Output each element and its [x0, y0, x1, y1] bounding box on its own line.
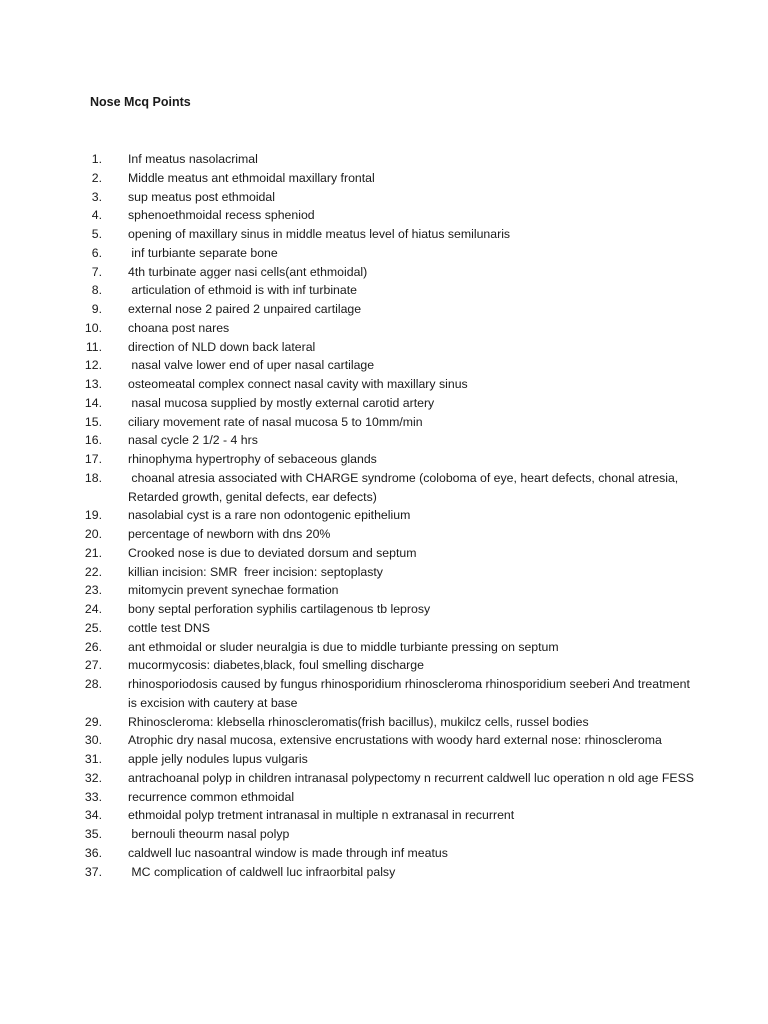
list-item [0, 375, 700, 394]
list-item-number: 6. [91, 245, 102, 260]
list-item-text: MC complication of caldwell luc infraorbital palsy [128, 864, 396, 879]
list-item-number: 27. [84, 658, 102, 673]
list-item [0, 356, 700, 375]
list-item-number: 26. [84, 639, 102, 654]
list-item-number: 25. [84, 620, 102, 635]
list-item-text: nasal valve lower end of uper nasal cartilage [128, 358, 375, 373]
list-item [0, 150, 700, 169]
list-item-text: direction of NLD down back lateral [128, 339, 316, 354]
list-item-text: cottle test DNS [128, 620, 211, 635]
list-item-text: ant ethmoidal or sluder neuralgia is due to middle turbiante pressing on septum [128, 639, 559, 654]
list-item [0, 619, 700, 638]
list-item [0, 544, 700, 563]
list-item-text: inf turbiante separate bone [128, 245, 278, 260]
list-item-text: apple jelly nodules lupus vulgaris [128, 752, 308, 766]
list-item [0, 656, 700, 675]
list-item [0, 431, 700, 450]
list-item [0, 263, 700, 282]
list-item-text: Middle meatus ant ethmoidal maxillary frontal [128, 170, 375, 185]
list-item-text: mucormycosis: diabetes,black, foul smelling discharge [128, 658, 424, 673]
list-item [0, 563, 700, 582]
list-item-text: choana post nares [128, 320, 230, 335]
list-item [0, 469, 700, 507]
list-item-number: 21. [84, 545, 102, 560]
list-item [0, 713, 700, 732]
list-item [0, 338, 700, 357]
list-item-text: articulation of ethmoid is with inf turbinate [128, 283, 357, 298]
list-item-text: sphenoethmoidal recess spheniod [128, 208, 315, 223]
list-item-number: 23. [84, 583, 102, 598]
list-item-text: opening of maxillary sinus in middle meatus level of hiatus semilunaris [128, 227, 511, 241]
list-item-number: 11. [85, 339, 102, 354]
list-item [0, 225, 700, 244]
list-item-number: 20. [84, 527, 102, 541]
list-item [0, 825, 700, 844]
list-item-number: 29. [84, 714, 102, 729]
list-item-number: 14. [84, 395, 102, 410]
list-item-text: killian incision: SMR freer incision: septoplasty [128, 564, 383, 579]
list-item [0, 169, 700, 188]
list-item-number: 32. [84, 770, 102, 785]
list-item-text: recurrence common ethmoidal [128, 789, 295, 804]
list-item-number: 30. [84, 733, 102, 748]
list-item-text: external nose 2 paired 2 unpaired cartilage [128, 302, 362, 316]
list-item-number: 2. [91, 170, 102, 185]
list-item [0, 525, 700, 544]
list-item-text: Atrophic dry nasal mucosa, extensive encrustations with woody hard external nose: rhinoscleroma [128, 733, 662, 748]
list-item [0, 244, 700, 263]
list-item-number: 17. [84, 452, 102, 466]
list-item-text: Rhinoscleroma: klebsella rhinoscleromatis(frish bacillus), mukilcz cells, russel bodies [128, 714, 589, 729]
list-item-number: 13. [84, 377, 102, 391]
list-item-number: 24. [84, 602, 102, 616]
list-item-number: 28. [84, 677, 102, 691]
list-item-text: percentage of newborn with dns 20% [128, 527, 331, 541]
list-item-text: nasal cycle 2 1/2 - 4 hrs [128, 433, 258, 448]
list-item [0, 281, 700, 300]
list-item-text: nasolabial cyst is a rare non odontogenic epithelium [128, 508, 411, 523]
list-item-text: ethmoidal polyp tretment intranasal in multiple n extranasal in recurrent [128, 808, 515, 823]
list-item [0, 750, 700, 769]
list-item-text: rhinosporiodosis caused by fungus rhinosporidium rhinoscleroma rhinosporidium seeberi And treatment is excision with cautery at base [128, 677, 694, 710]
list-item-number: 18. [84, 470, 102, 485]
list-item [0, 188, 700, 207]
list-item [0, 600, 700, 619]
list-item [0, 450, 700, 469]
list-item-text: Crooked nose is due to deviated dorsum and septum [128, 545, 417, 560]
mcq-list [0, 150, 700, 881]
list-item [0, 675, 700, 713]
list-item [0, 206, 700, 225]
list-item-text: osteomeatal complex connect nasal cavity with maxillary sinus [128, 377, 468, 391]
list-item-number: 35. [84, 827, 102, 841]
list-item-number: 10. [84, 320, 102, 335]
list-item [0, 300, 700, 319]
list-item [0, 844, 700, 863]
list-item-number: 15. [84, 414, 102, 429]
list-item-number: 3. [91, 189, 102, 204]
list-item-number: 9. [91, 302, 102, 316]
list-item [0, 806, 700, 825]
list-item-number: 5. [91, 227, 102, 241]
list-item-text: caldwell luc nasoantral window is made through inf meatus [128, 845, 448, 860]
list-item-text: rhinophyma hypertrophy of sebaceous glands [128, 452, 377, 466]
list-item-number: 8. [91, 283, 102, 298]
list-item [0, 638, 700, 657]
list-item [0, 413, 700, 432]
list-item-number: 19. [84, 508, 102, 523]
list-item-number: 34. [84, 808, 102, 823]
list-item-text: ciliary movement rate of nasal mucosa 5 to 10mm/min [128, 414, 423, 429]
list-item [0, 394, 700, 413]
list-item-text: sup meatus post ethmoidal [128, 189, 275, 204]
list-item [0, 788, 700, 807]
list-item [0, 863, 700, 882]
list-item [0, 769, 700, 788]
list-item [0, 731, 700, 750]
list-item-number: 31. [84, 752, 102, 766]
list-item-text: antrachoanal polyp in children intranasal polypectomy n recurrent caldwell luc operation n old age FESS [128, 770, 694, 785]
document-title: Nose Mcq Points [90, 95, 191, 109]
list-item-number: 22. [84, 564, 102, 579]
list-item-text: choanal atresia associated with CHARGE syndrome (coloboma of eye, heart defects, chonal atresia, Retarded growth, genital defects, ear defects) [128, 470, 682, 504]
list-item-text: bernouli theourm nasal polyp [128, 827, 290, 841]
list-item-number: 12. [84, 358, 102, 373]
list-item-text: Inf meatus nasolacrimal [128, 152, 258, 166]
list-item-text: nasal mucosa supplied by mostly external carotid artery [128, 395, 435, 410]
list-item-number: 7. [91, 264, 102, 279]
list-item [0, 506, 700, 525]
list-item-number: 16. [84, 433, 102, 448]
list-item-number: 4. [91, 208, 102, 223]
list-item-number: 36. [84, 845, 102, 860]
list-item [0, 581, 700, 600]
list-item [0, 319, 700, 338]
list-item-number: 1. [91, 152, 102, 166]
list-item-number: 33. [84, 789, 102, 804]
list-item-number: 37. [84, 864, 102, 879]
list-item-text: mitomycin prevent synechae formation [128, 583, 339, 598]
list-item-text: 4th turbinate agger nasi cells(ant ethmoidal) [128, 264, 368, 279]
list-item-text: bony septal perforation syphilis cartilagenous tb leprosy [128, 602, 431, 616]
